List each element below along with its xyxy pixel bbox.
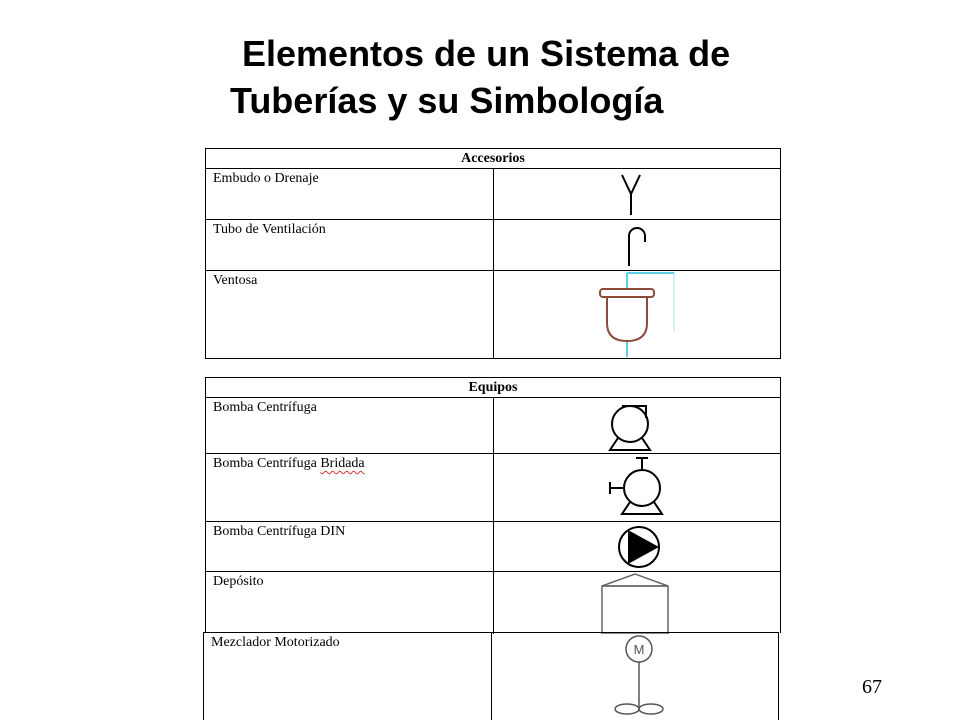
row-label: Bomba Centrífuga Bridada [213,456,365,471]
funnel-drain-icon [493,169,780,219]
page-number: 67 [862,676,882,698]
row-label: Ventosa [213,273,258,288]
table-row [206,522,780,572]
air-valve-icon [493,271,780,358]
row-label: Bomba Centrífuga [213,400,317,415]
mezclador-table [203,632,779,720]
vent-pipe-icon [493,220,780,270]
table-row [206,220,780,271]
row-label: Tubo de Ventilación [213,222,326,237]
centrifugal-pump-icon [493,398,780,453]
row-label: Bomba Centrífuga DIN [213,524,346,539]
motorized-mixer-icon [491,633,778,720]
tank-icon [493,572,780,634]
din-pump-icon [493,522,780,571]
motor-letter: M [633,642,645,657]
flanged-centrifugal-pump-icon [493,454,780,521]
table-row [206,398,780,454]
table-row [206,572,780,634]
equipos-header: Equipos [206,378,780,398]
row-label: Embudo o Drenaje [213,171,319,186]
accesorios-table [205,148,781,359]
row-label: Depósito [213,574,264,589]
spellcheck-word: Bridada [320,456,365,471]
table-row [206,169,780,220]
accesorios-header: Accesorios [206,149,780,169]
slide-title-line-1: Elementos de un Sistema de [242,33,731,74]
table-row [206,271,780,358]
slide-title-line-2: Tuberías y su Simbología [230,80,664,121]
equipos-table [205,377,781,633]
row-label: Mezclador Motorizado [211,635,340,650]
table-row [206,454,780,522]
